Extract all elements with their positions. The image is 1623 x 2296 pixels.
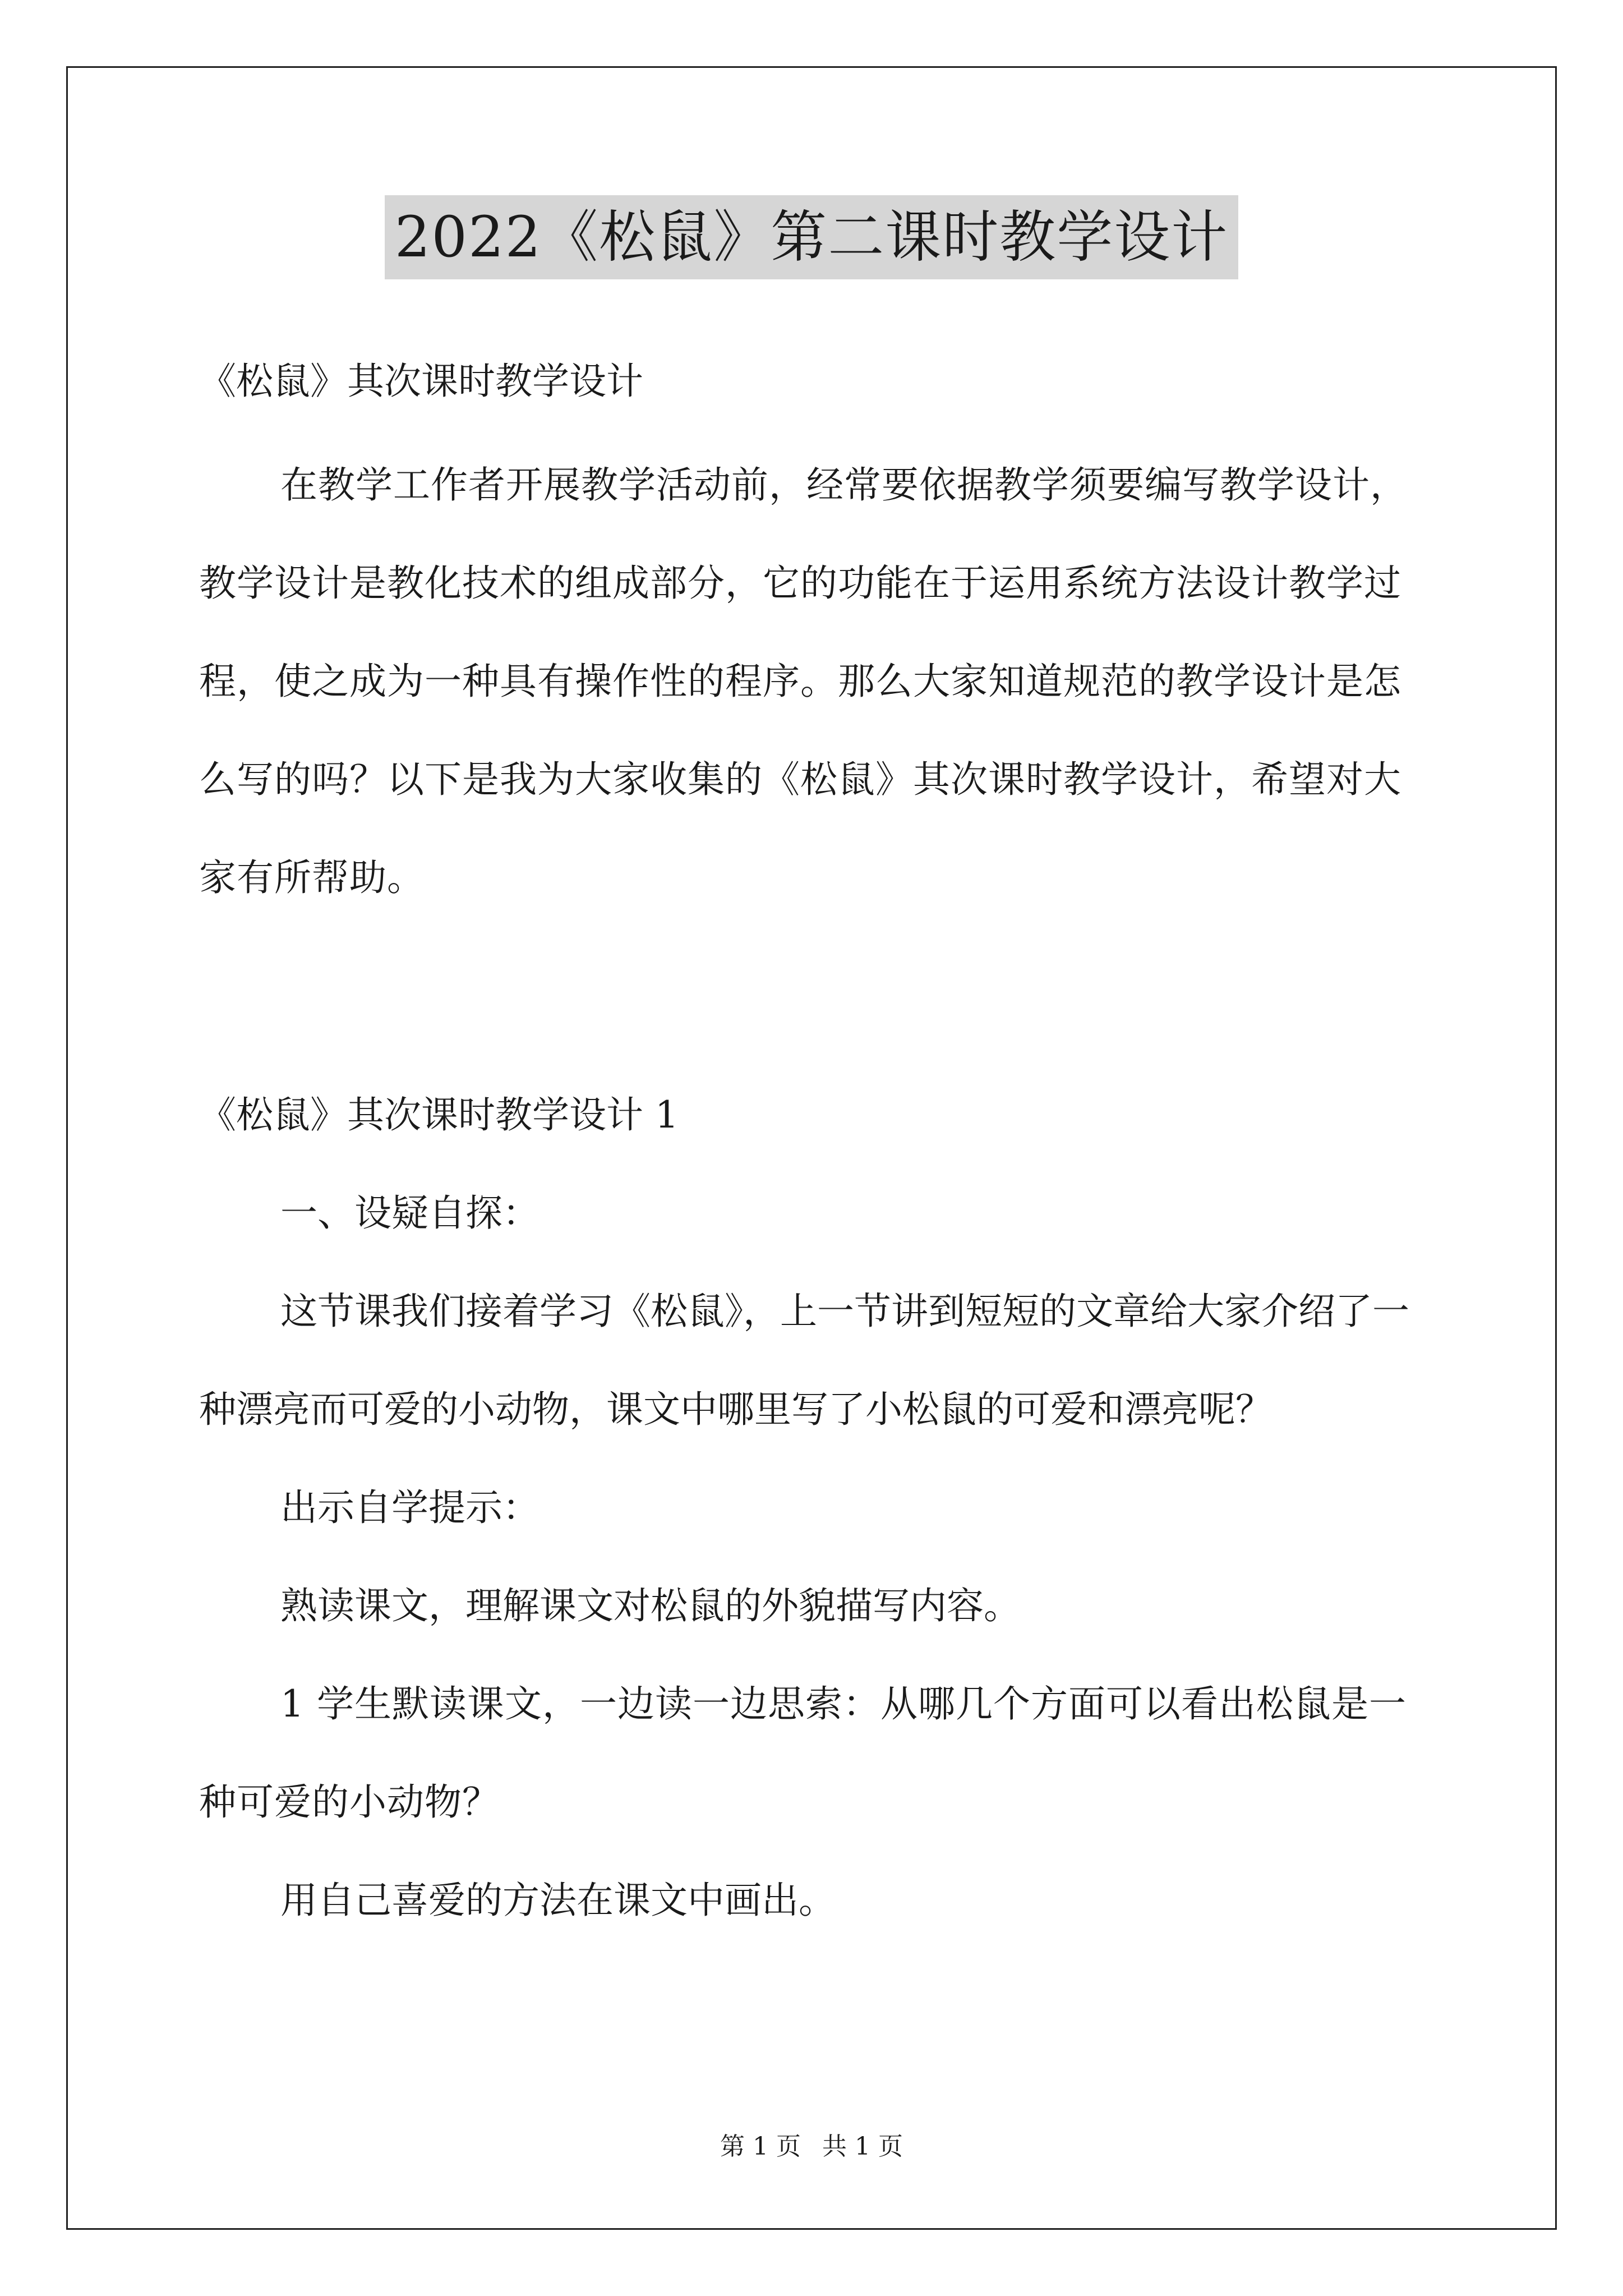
section-heading: 《松鼠》其次课时教学设计 1 <box>199 1093 679 1137</box>
page-footer <box>0 2130 1623 2164</box>
document-title: 2022《松鼠》第二课时教学设计 <box>385 195 1239 279</box>
title-container <box>0 195 1623 279</box>
intro-paragraph: 在教学工作者开展教学活动前，经常要依据教学须要编写教学设计，教学设计是教化技术的组成部分，它的功能在于运用系统方法设计教学过程，使之成为一种具有操作性的程序。那么大家知道规范的教学设计是怎么写的吗？以下是我为大家收集的《松鼠》其次课时教学设计，希望对大家有所帮助。 <box>199 463 1408 899</box>
hint-paragraph: 熟读课文，理解课文对松鼠的外貌描写内容。 <box>280 1584 1021 1627</box>
step1-paragraph: 这节课我们接着学习《松鼠》，上一节讲到短短的文章给大家介绍了一种漂亮而可爱的小动物，课文中哪里写了小松鼠的可爱和漂亮呢？ <box>199 1290 1409 1431</box>
task2-paragraph: 用自己喜爱的方法在课文中画出。 <box>280 1879 836 1922</box>
page-number-current: 第 1 页 <box>720 2132 801 2161</box>
page-number-total: 共 1 页 <box>822 2132 903 2161</box>
document-subtitle: 《松鼠》其次课时教学设计 <box>199 360 643 403</box>
step1-heading: 一、设疑自探： <box>280 1191 540 1235</box>
hint-heading: 出示自学提示： <box>280 1486 540 1529</box>
task1-paragraph: 1 学生默读课文，一边读一边思索：从哪几个方面可以看出松鼠是一种可爱的小动物？ <box>199 1682 1407 1824</box>
